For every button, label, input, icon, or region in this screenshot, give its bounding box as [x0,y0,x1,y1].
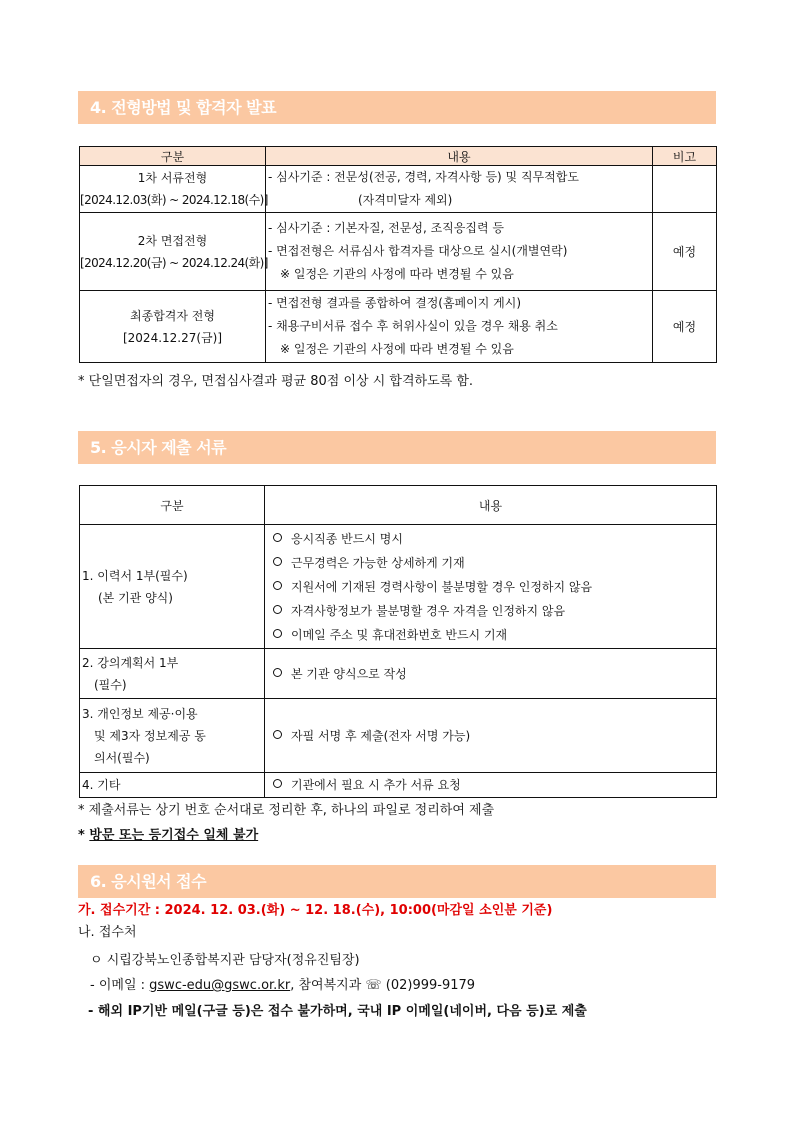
header-note: 비고 [653,147,717,166]
table-header-row [80,486,717,525]
note-cell: 예정 [653,291,717,363]
email-contact: - 이메일 : gswc-edu@gswc.or.kr, 참여복지과 ☏ (02)999-9179 [90,978,476,993]
table-row [80,649,717,699]
stage-cell [80,166,266,213]
document-label: 의서(필수) [94,750,150,765]
table-row [80,291,717,363]
stage-date: [2024.12.20(금) ~ 2024.12.24(화)] [80,255,268,270]
criteria-cell [266,166,653,213]
header-category: 구분 [80,486,265,525]
header-content: 내용 [266,147,653,166]
criteria-cell [266,291,653,363]
section-5-title: 5. 응시자 제출 서류 [78,431,716,464]
application-period: 가. 접수기간 : 2024. 12. 03.(화) ~ 12. 18.(수), 10:00(마감일 소인분 기준) [78,903,553,918]
stage-date: [2024.12.27(금)] [122,330,223,345]
document-label: 및 제3자 정보제공 동 [94,728,206,743]
document-items-cell [265,699,717,773]
header-content: 내용 [265,486,717,525]
table-row [80,699,717,773]
list-item: 근무경력은 가능한 상세하게 기재 [273,551,716,575]
list-item: 응시직종 반드시 명시 [273,527,716,551]
table-row [80,525,717,649]
criteria-line: - 심사기준 : 전문성(전공, 경력, 자격사항 등) 및 직무적합도 [268,170,579,184]
document-label-cell [80,699,265,773]
document-label-cell [80,525,265,649]
document-label-cell [80,773,265,798]
table-row [80,166,717,213]
organization-contact: ㅇ 시립강북노인종합복지관 담당자(정유진팀장) [90,953,360,968]
circle-bullet-icon [273,730,282,739]
note-cell [653,166,717,213]
list-item: 본 기관 양식으로 작성 [273,662,716,686]
criteria-line: - 면접전형은 서류심사 합격자를 대상으로 실시(개별연락) [268,244,568,258]
list-item: 지원서에 기재된 경력사항이 불분명할 경우 인정하지 않음 [273,575,716,599]
section-6-title: 6. 응시원서 접수 [78,865,716,898]
list-item: 자격사항정보가 불분명할 경우 자격을 인정하지 않음 [273,599,716,623]
criteria-line: ※ 일정은 기관의 사정에 따라 변경될 수 있음 [280,267,514,281]
criteria-line: - 면접전형 결과를 종합하여 결정(홈페이지 게시) [268,296,522,310]
selection-process-table [79,146,717,363]
criteria-cell [266,213,653,291]
circle-bullet-icon [273,581,282,590]
section-5-footnote: * 제출서류는 상기 번호 순서대로 정리한 후, 하나의 파일로 정리하여 제출 [78,803,495,818]
circle-bullet-icon [273,779,282,788]
stage-cell [80,291,266,363]
table-header-row [80,147,717,166]
document-label: 3. 개인정보 제공·이용 [82,706,198,721]
criteria-line: (자격미달자 제외) [358,193,453,207]
header-category: 구분 [80,147,266,166]
list-item: 자필 서명 후 제출(전자 서명 가능) [273,724,716,748]
stage-cell [80,213,266,291]
table-row [80,213,717,291]
table-row [80,773,717,798]
section-4-title: 4. 전형방법 및 합격자 발표 [78,91,716,124]
document-label-cell [80,649,265,699]
circle-bullet-icon [273,629,282,638]
document-label: 1. 이력서 1부(필수) [82,568,188,583]
document-items-cell [265,649,717,699]
circle-bullet-icon [273,668,282,677]
email-ip-warning: - 해외 IP기반 메일(구글 등)은 접수 불가하며, 국내 IP 이메일(네이버, 다음 등)로 제출 [88,1004,587,1019]
stage-name: 2차 면접전형 [137,233,208,248]
section-5-warning: * 방문 또는 등기접수 일체 불가 [78,828,259,843]
circle-bullet-icon [273,533,282,542]
list-item: 기관에서 필요 시 추가 서류 요청 [273,773,716,797]
document-label: 2. 강의계획서 1부 [82,655,179,670]
stage-date: [2024.12.03(화) ~ 2024.12.18(수)] [80,193,268,207]
email-link[interactable]: gswc-edu@gswc.or.kr [149,978,291,993]
required-documents-table [79,485,717,798]
note-cell: 예정 [653,213,717,291]
document-label: 4. 기타 [82,778,121,792]
circle-bullet-icon [273,605,282,614]
criteria-line: - 심사기준 : 기본자질, 전문성, 조직응집력 등 [268,221,504,235]
circle-bullet-icon [273,557,282,566]
stage-name: 1차 서류전형 [137,171,208,185]
stage-name: 최종합격자 전형 [130,308,215,323]
application-place-label: 나. 접수처 [78,925,137,940]
criteria-line: ※ 일정은 기관의 사정에 따라 변경될 수 있음 [280,342,514,356]
document-items-cell [265,525,717,649]
criteria-line: - 채용구비서류 접수 후 허위사실이 있을 경우 채용 취소 [268,319,558,333]
document-items-cell [265,773,717,798]
list-item: 이메일 주소 및 휴대전화번호 반드시 기재 [273,623,716,647]
document-label: (본 기관 양식) [98,590,173,605]
section-4-footnote: * 단일면접자의 경우, 면접심사결과 평균 80점 이상 시 합격하도록 함. [78,374,474,389]
document-label: (필수) [94,677,127,692]
